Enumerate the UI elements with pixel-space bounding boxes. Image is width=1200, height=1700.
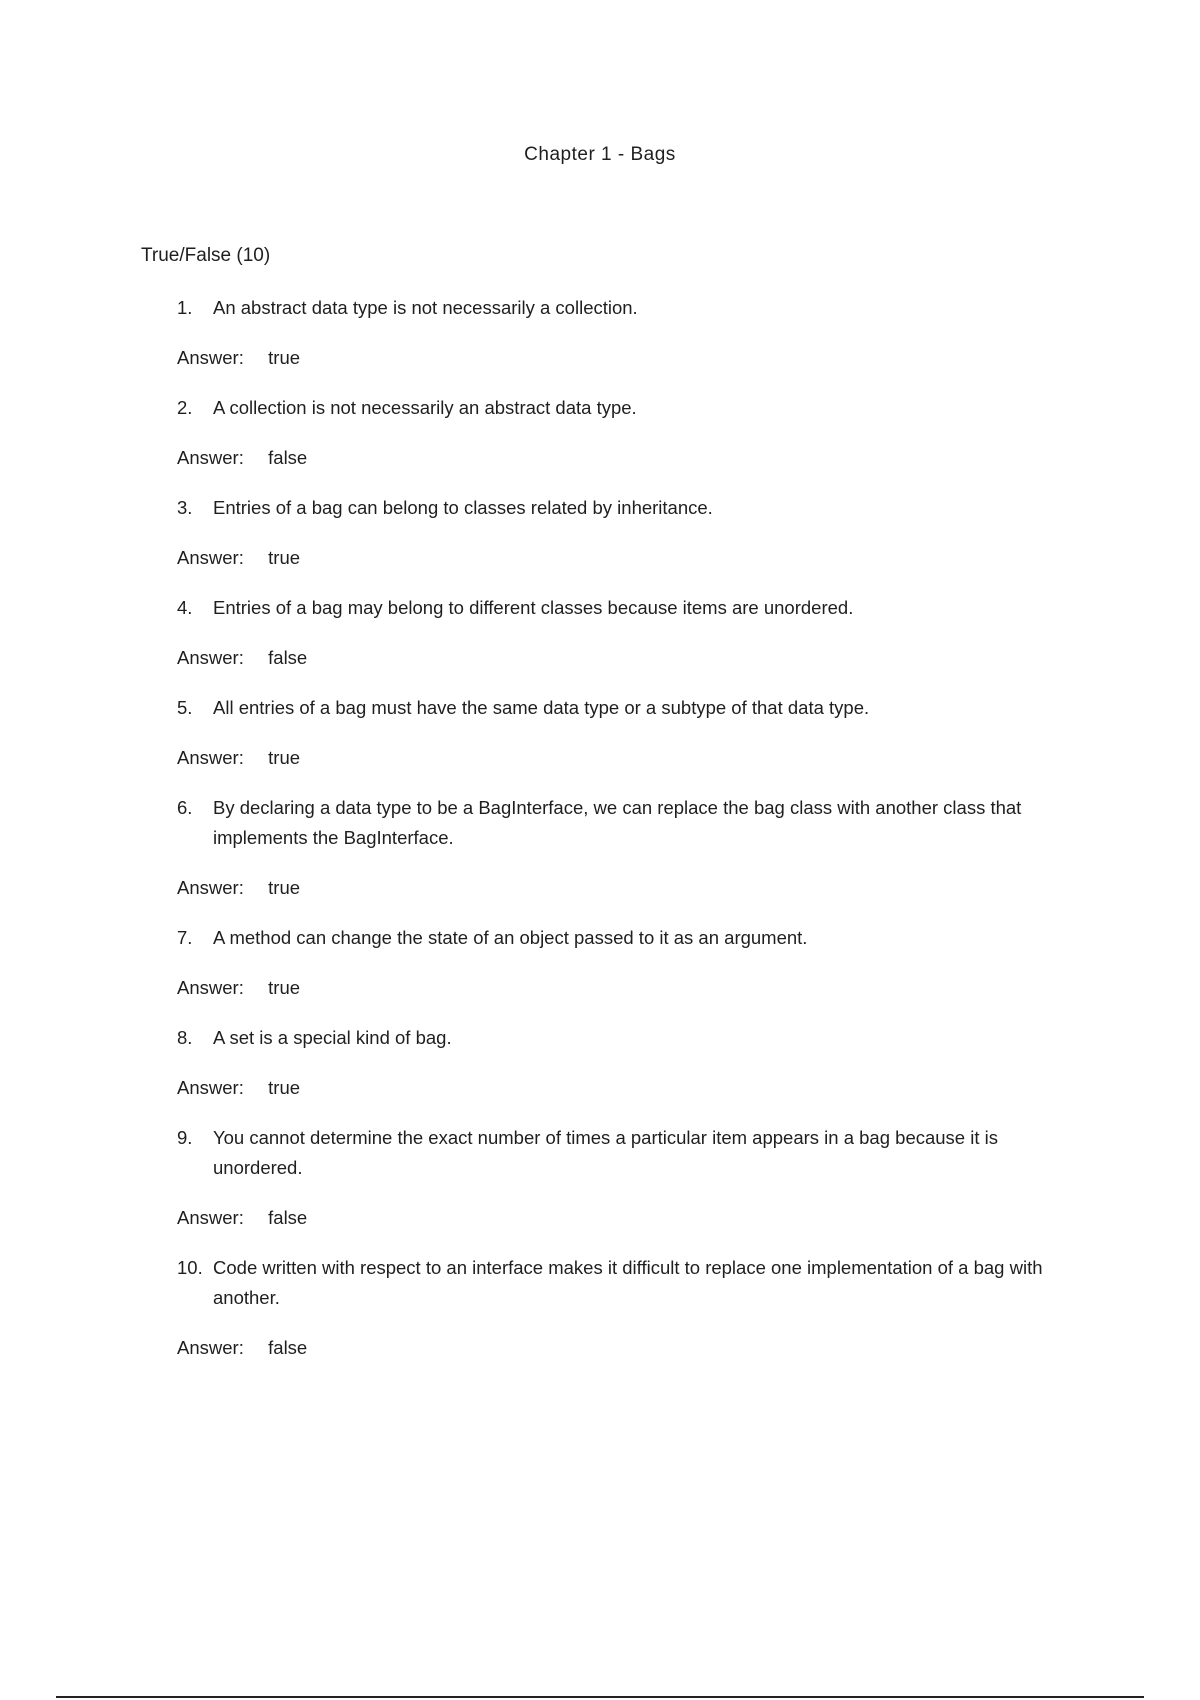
qa-item-9 (177, 1123, 1067, 1233)
question-text: Entries of a bag can belong to classes related by inheritance. (213, 497, 713, 518)
answer (177, 1073, 1067, 1103)
qa-item-5 (177, 693, 1067, 773)
footer-rule (56, 1696, 1144, 1698)
answer-label: Answer: (177, 977, 244, 998)
answer-label: Answer: (177, 647, 244, 668)
qa-item-2 (177, 393, 1067, 473)
question-text: Code written with respect to an interface makes it difficult to replace one implementation of a bag with another. (213, 1257, 1043, 1308)
question-text: By declaring a data type to be a BagInterface, we can replace the bag class with another class that implements the BagInterface. (213, 797, 1022, 848)
answer (177, 873, 1067, 903)
answer-value: true (268, 977, 301, 998)
question-text: A method can change the state of an object passed to it as an argument. (213, 927, 808, 948)
question (177, 693, 1067, 723)
answer (177, 543, 1067, 573)
answer-label: Answer: (177, 877, 244, 898)
qa-item-4 (177, 593, 1067, 673)
question (177, 1253, 1067, 1313)
answer-label: Answer: (177, 1077, 244, 1098)
answer (177, 1333, 1067, 1363)
answer (177, 443, 1067, 473)
answer-value: true (268, 877, 301, 898)
question-number: 8. (177, 1027, 193, 1048)
question-list (177, 293, 1067, 1383)
qa-item-10 (177, 1253, 1067, 1363)
question (177, 593, 1067, 623)
answer-label: Answer: (177, 347, 244, 368)
question-number: 4. (177, 597, 193, 618)
answer-label: Answer: (177, 447, 244, 468)
question-number: 6. (177, 797, 193, 818)
question-text: All entries of a bag must have the same data type or a subtype of that data type. (213, 697, 870, 718)
question-number: 5. (177, 697, 193, 718)
question (177, 493, 1067, 523)
page-title: Chapter 1 - Bags (524, 144, 676, 165)
answer-value: false (268, 1207, 308, 1228)
question-number: 3. (177, 497, 193, 518)
question-text: You cannot determine the exact number of times a particular item appears in a bag because it is unordered. (213, 1127, 998, 1178)
question-number: 9. (177, 1127, 193, 1148)
question (177, 293, 1067, 323)
answer-value: true (268, 347, 301, 368)
question-text: An abstract data type is not necessarily a collection. (213, 297, 638, 318)
answer-value: true (268, 747, 301, 768)
answer-label: Answer: (177, 747, 244, 768)
qa-item-7 (177, 923, 1067, 1003)
qa-item-8 (177, 1023, 1067, 1103)
question (177, 793, 1067, 853)
qa-item-1 (177, 293, 1067, 373)
answer (177, 1203, 1067, 1233)
question (177, 1123, 1067, 1183)
qa-item-6 (177, 793, 1067, 903)
answer (177, 973, 1067, 1003)
question-text: Entries of a bag may belong to different classes because items are unordered. (213, 597, 854, 618)
question-number: 2. (177, 397, 193, 418)
question-number: 7. (177, 927, 193, 948)
answer-value: false (268, 447, 308, 468)
answer (177, 743, 1067, 773)
question (177, 923, 1067, 953)
question-text: A set is a special kind of bag. (213, 1027, 452, 1048)
question-number: 1. (177, 297, 193, 318)
question (177, 1023, 1067, 1053)
answer-label: Answer: (177, 547, 244, 568)
question (177, 393, 1067, 423)
answer-label: Answer: (177, 1337, 244, 1358)
qa-item-3 (177, 493, 1067, 573)
answer-value: true (268, 547, 301, 568)
answer (177, 643, 1067, 673)
answer-value: false (268, 1337, 308, 1358)
answer-value: true (268, 1077, 301, 1098)
section-heading: True/False (10) (141, 245, 271, 266)
answer (177, 343, 1067, 373)
answer-value: false (268, 647, 308, 668)
question-number: 10. (177, 1257, 203, 1278)
answer-label: Answer: (177, 1207, 244, 1228)
question-text: A collection is not necessarily an abstract data type. (213, 397, 637, 418)
